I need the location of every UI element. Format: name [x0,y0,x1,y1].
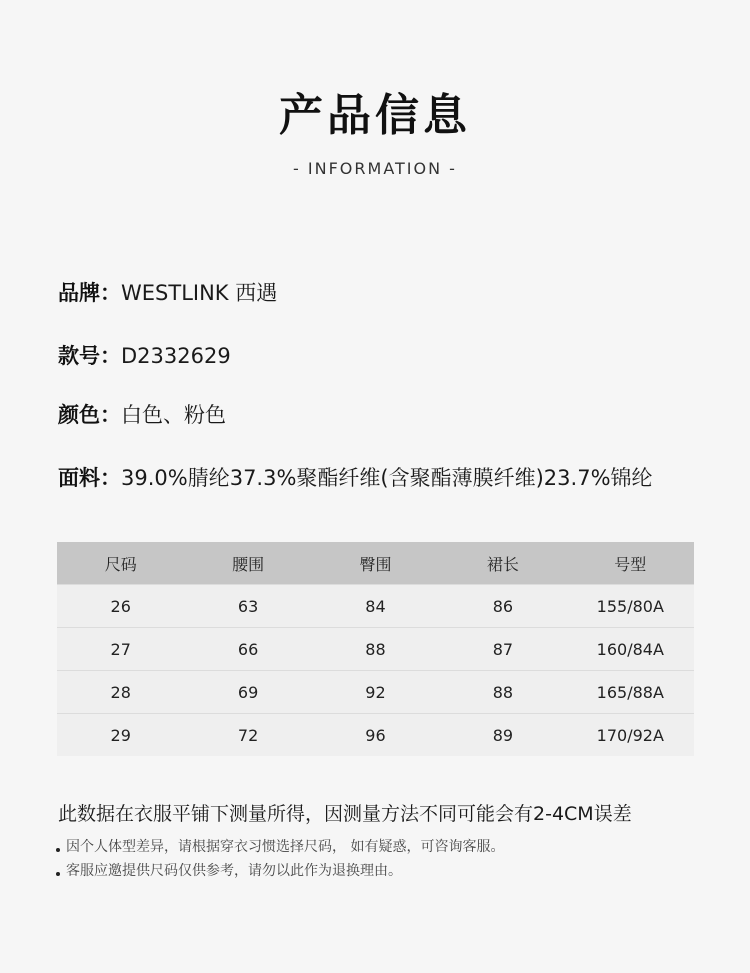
color-label: 颜色： [58,403,121,427]
color-value: 白色、粉色 [121,403,226,427]
header-waist: 腰围 [184,542,311,585]
brand-row [58,278,277,308]
cell-fit-code: 155/80A [567,585,694,628]
cell-waist: 69 [184,671,311,714]
cell-waist: 66 [184,628,311,671]
header-fit-code: 号型 [567,542,694,585]
style-number-row [58,341,231,371]
brand-value: WESTLINK 西遇 [121,281,278,305]
table-row [57,628,694,671]
style-number-value: D2332629 [121,344,231,368]
color-row [58,400,226,430]
header-skirt-length: 裙长 [439,542,566,585]
cell-waist: 63 [184,585,311,628]
size-table [57,542,694,756]
note-item [56,860,402,882]
cell-skirt-length: 88 [439,671,566,714]
bullet-icon [56,848,60,852]
cell-size: 29 [57,714,184,757]
cell-waist: 72 [184,714,311,757]
cell-skirt-length: 89 [439,714,566,757]
cell-hip: 92 [312,671,439,714]
cell-hip: 84 [312,585,439,628]
measurement-note: 此数据在衣服平铺下测量所得，因测量方法不同可能会有2-4CM误差 [58,803,632,825]
note-item-text: 客服应邀提供尺码仅供参考，请勿以此作为退换理由。 [66,863,402,879]
note-item [56,836,504,858]
cell-size: 28 [57,671,184,714]
cell-size: 27 [57,628,184,671]
size-table-header-row [57,542,694,585]
style-number-label: 款号： [58,344,121,368]
header-hip: 臀围 [312,542,439,585]
cell-skirt-length: 86 [439,585,566,628]
page-subtitle: - INFORMATION - [293,159,457,178]
bullet-icon [56,872,60,876]
brand-label: 品牌： [58,281,121,305]
fabric-value: 39.0%腈纶37.3%聚酯纤维(含聚酯薄膜纤维)23.7%锦纶 [121,466,653,490]
fabric-label: 面料： [58,466,121,490]
cell-fit-code: 165/88A [567,671,694,714]
page-title: 产品信息 [279,90,471,141]
table-row [57,714,694,757]
fabric-row [58,463,653,493]
cell-hip: 88 [312,628,439,671]
table-row [57,671,694,714]
header-size: 尺码 [57,542,184,585]
cell-size: 26 [57,585,184,628]
table-row [57,585,694,628]
cell-hip: 96 [312,714,439,757]
cell-fit-code: 160/84A [567,628,694,671]
note-item-text: 因个人体型差异，请根据穿衣习惯选择尺码， 如有疑惑，可咨询客服。 [66,839,505,855]
cell-skirt-length: 87 [439,628,566,671]
cell-fit-code: 170/92A [567,714,694,757]
